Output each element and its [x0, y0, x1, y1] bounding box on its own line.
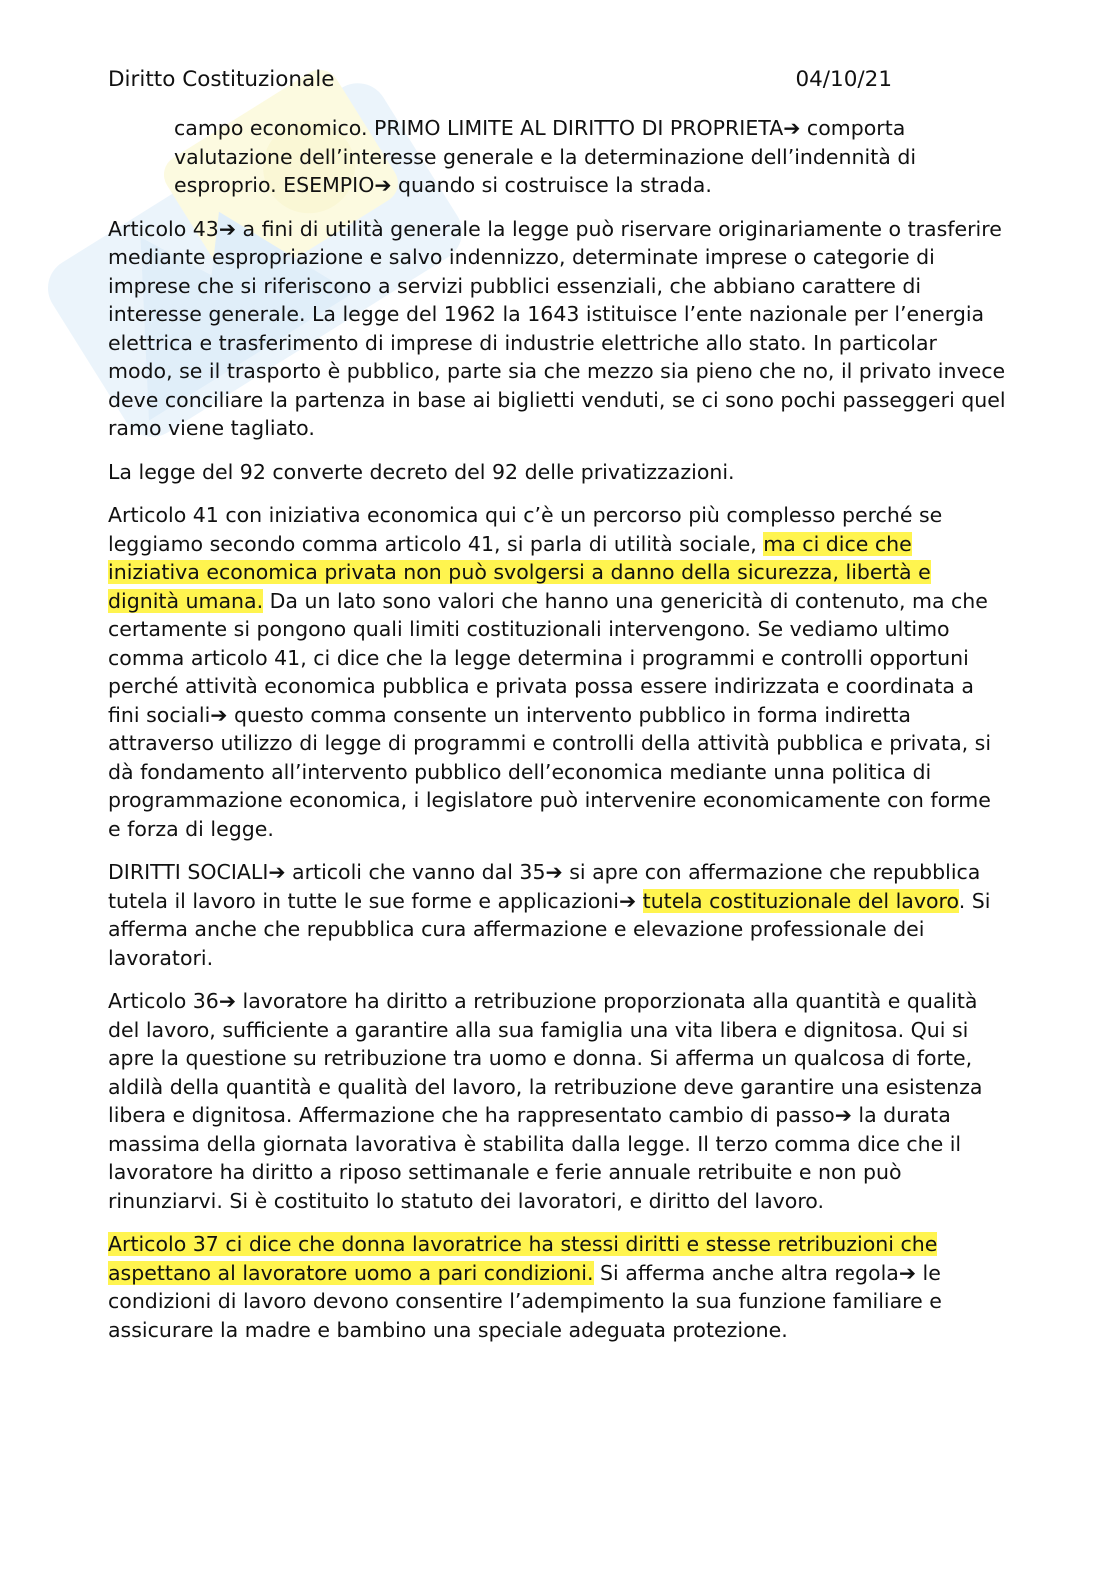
text-segment: DIRITTI SOCIALI➔ articoli che vanno dal 35➔ si apre con affermazione che repubblica tutela il lavoro in tutte le sue forme e applicazioni➔ [108, 860, 981, 913]
document-body [108, 114, 1008, 1344]
highlighted-text: Articolo 37 ci dice che donna lavoratrice ha stessi diritti e stesse retribuzioni che aspettano al lavoratore uomo a pari condizioni. [108, 1232, 938, 1285]
paragraph [108, 501, 1008, 843]
paragraph [108, 858, 1008, 972]
text-segment: campo economico. PRIMO LIMITE AL DIRITTO DI PROPRIETA➔ comporta valutazione dell’interesse generale e la determinazione dell’indennità di esproprio. ESEMPIO➔ quando si costruisce la strada. [174, 116, 917, 197]
paragraph [174, 114, 1008, 200]
text-segment: Articolo 43➔ a fini di utilità generale la legge può riservare originariamente o trasferire mediante espropriazione e salvo indennizzo, determinate imprese o categorie di imprese che si riferiscono a servizi pubblici essenziali, che abbiano carattere di interesse generale. La legge del 1962 la 1643 istituisce l’ente nazionale per l’energia elettrica e trasferimento di imprese di industrie elettriche allo stato. In particolar modo, se il trasporto è pubblico, parte sia che mezzo sia pieno che no, il privato invece deve conciliare la partenza in base ai biglietti venduti, se ci sono pochi passeggeri quel ramo viene tagliato. [108, 216, 1006, 440]
text-segment: Si afferma anche altra regola➔ le condizioni di lavoro devono consentire l’adempimento la sua funzione familiare e assicurare la madre e bambino una speciale adeguata protezione. [108, 1260, 942, 1342]
document-title: Diritto Costituzionale [108, 67, 335, 92]
paragraph [108, 987, 1008, 1215]
paragraph [108, 458, 1008, 487]
paragraph [108, 1230, 1008, 1344]
text-segment: . Si afferma anche che repubblica cura affermazione e elevazione professionale dei lavoratori. [108, 888, 991, 970]
document-date: 04/10/21 [795, 67, 892, 92]
highlighted-text: tutela costituzionale del lavoro [642, 888, 959, 913]
page-header [108, 64, 892, 96]
text-segment: Da un lato sono valori che hanno una genericità di contenuto, ma che certamente si pongono quali limiti costituzionali intervengono. Se vediamo ultimo comma articolo 41, ci dice che la legge determina i programmi e controlli opportuni perché attività economica pubblica e privata possa essere indirizzata e coordinata a fini sociali➔ questo comma consente un intervento pubblico in forma indiretta attraverso utilizzo di legge di programmi e controlli della attività pubblica e privata, si dà fondamento all’intervento pubblico dell’economica mediante unna politica di programmazione economica, i legislatore può intervenire economicamente con forme e forza di legge. [108, 588, 992, 841]
text-segment: Articolo 41 con iniziativa economica qui c’è un percorso più complesso perché se leggiamo secondo comma articolo 41, si parla di utilità sociale, [108, 503, 943, 556]
paragraph [108, 215, 1008, 443]
text-segment: Articolo 36➔ lavoratore ha diritto a retribuzione proporzionata alla quantità e qualità del lavoro, sufficiente a garantire alla sua famiglia una vita libera e dignitosa. Qui si apre la questione su retribuzione tra uomo e donna. Si afferma un qualcosa di forte, aldilà della quantità e qualità del lavoro, la retribuzione deve garantire una esistenza libera e dignitosa. Affermazione che ha rappresentato cambio di passo➔ la durata massima della giornata lavorativa è stabilita dalla legge. Il terzo comma dice che il lavoratore ha diritto a riposo settimanale e ferie annuale retribuite e non può rinunziarvi. Si è costituito lo statuto dei lavoratori, e diritto del lavoro. [108, 989, 983, 1213]
highlighted-text: ma ci dice che iniziativa economica privata non può svolgersi a danno della sicurezza, libertà e dignità umana. [108, 531, 931, 613]
text-segment: La legge del 92 converte decreto del 92 delle privatizzazioni. [108, 459, 735, 484]
